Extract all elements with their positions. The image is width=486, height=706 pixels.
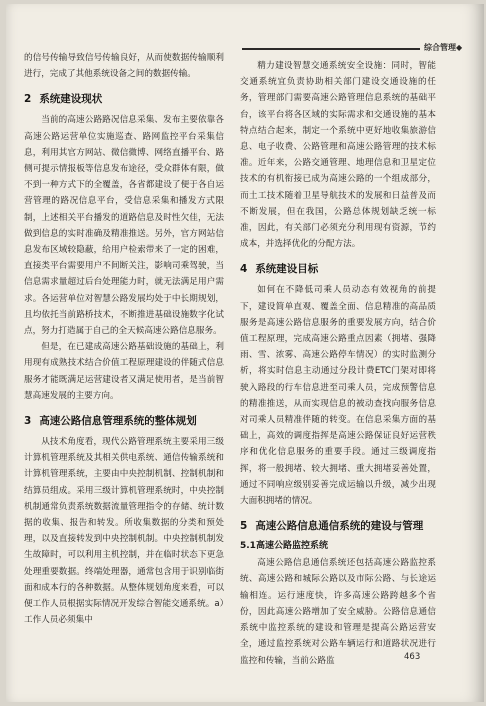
right-column (240, 58, 436, 669)
page-number: 463 (404, 652, 421, 662)
book-page (6, 4, 484, 702)
section-number: 4 (240, 263, 248, 276)
body-paragraph: 当前的高速公路路况信息采集、发布主要依靠各高速公路运营单位实施巡查、路网监控平台采集信息，利用其官方网站、微信微博、网络直播平台、路侧可提示情报板等信息发布途径，受众群体有限，做不到一种方式下的全覆盖，各省都建设了便于各自运营管理的路况信息平台，受信息采集和播发方式限制，上述相关平台播发的道路信息及时性欠佳，无法做到信息的实时准确及精准推送。另外，官方网站信息发布区域较隐蔽，给用户检索带来了一定的困难，直接类平台需要用户不间断关注，影响司乘驾驶，当信息需求量超过后台处理能力时，就无法满足用户需求。各运营单位对智慧公路发展均处于中长期规划，且均依托当前路桥技术，不断推进基础设施数字化试点，努力打造属于自己的全天候高速公路信息服务。 (24, 115, 224, 337)
section-number: 2 (24, 93, 32, 106)
section-number: 5 (240, 520, 248, 533)
section-4-heading (240, 262, 436, 276)
section-title: 高速公路信息管理系统的整体规划 (39, 415, 197, 428)
subsection-5-1-heading (240, 539, 436, 553)
section-3-heading (24, 414, 224, 428)
section-2-heading (24, 92, 224, 106)
continued-paragraph: 的信号传输导致信号传输良好，从而使数据传输顺利进行，完成了其他系统设备之间的数据传输。 (24, 53, 224, 80)
body-paragraph: 如何在不降低司乘人员动态有效视角的前提下，建设简单直观、覆盖全面、信息精准的高品质服务是高速公路信息服务的重要发展方向，结合价值工程原理，完成高速公路重点因素（拥堵、强降雨、雪、浓雾、高速公路停车情况）的实时监测分析，将实时信息主动通过分段计费ETC门架对即将驶入路段的行车信息进至司乘人员，完成预警信息的精准推送，从而实现信息的被动查找向服务信息对司乘人员精准伴随的转变。在信息采集方面的基础上，高效的调度指挥是高速公路保证良好运营秩序和优化信息服务的重要手段。通过三级调度指挥，将一般拥堵、较大拥堵、重大拥堵妥善处置，通过不同响应级别妥善完成运输以升级，减少出现大面积拥堵的情况。 (240, 285, 436, 507)
subsection-title: 高速公路监控系统 (255, 541, 328, 552)
left-column (24, 50, 224, 629)
body-paragraph: 但是，在已建成高速公路基础设施的基础上，利用现有成熟技术结合价值工程原理建设的伴随式信息服务才能既满足运营建设者又满足使用者，是当前智慧高速发展的主要方向。 (24, 342, 224, 401)
body-paragraph: 精力建设智慧交通系统安全设施：同时，智能交通系统宜负责协助相关部门建设交通设施的任务，管理部门需要高速公路管理信息系统的基础平台，该平台将各区域的实际需求和交通设施的基本特点结合起来，制定一个系统中更好地收集旅游信息、电子收费、公路管理和高速公路管理的技术标准。近年来，公路交通管理、地理信息和卫星定位技术的有机衔接已成为高速公路的一个组成部分，而土工技术随着卫星导航技术的发展和日益普及而不断发展，但在我国，公路总体规划缺乏统一标准，因此，有关部门必须充分利用现有资源，节约成本，并选择优化的分配方法。 (240, 61, 436, 250)
section-title: 系统建设现状 (39, 93, 103, 106)
section-5-heading (240, 519, 436, 533)
section-title: 系统建设目标 (255, 263, 319, 276)
section-title: 高速公路信息通信系统的建设与管理 (255, 520, 424, 533)
section-number: 3 (24, 415, 32, 428)
body-paragraph: 从技术角度看，现代公路管理系统主要采用三级计算机管理系统及其相关供电系统、通信传输系统和计算机管理系统，主要由中央控制机制、控制机制和结算员组成。采用三级计算机管理系统时，中央控制机制通常负责系统数据流量管理指令的存储、统计数据的收集、报告和转发。所收集数据的分类和预处理，以及直接转发到中央控制机制。中央控制机制发生故障时，可以利用主机控制，并在临时状态下更急处理重要数据。终端处理器，通常包含用于识别临街面和成本行的各种数据。从整体规划角度来看，可以便工作人员根据实际情况开发综合智能交通系统。a）工作人员必须集中 (24, 437, 224, 626)
running-header: 综合管理◆ (424, 43, 463, 52)
header-rule (242, 48, 420, 50)
body-paragraph: 高速公路信息通信系统还包括高速公路监控系统、高速公路和城际公路以及市际公路、与长途运输相连。运行速度快，许多高速公路跨越多个省份，因此高速公路增加了安全威胁。公路信息通信系统中监控系统的建设和管理是提高公路运营安全，通过监控系统对公路车辆运行和道路状况进行监控和传输，当前公路监 (240, 558, 436, 666)
subsection-number: 5.1 (240, 541, 256, 552)
